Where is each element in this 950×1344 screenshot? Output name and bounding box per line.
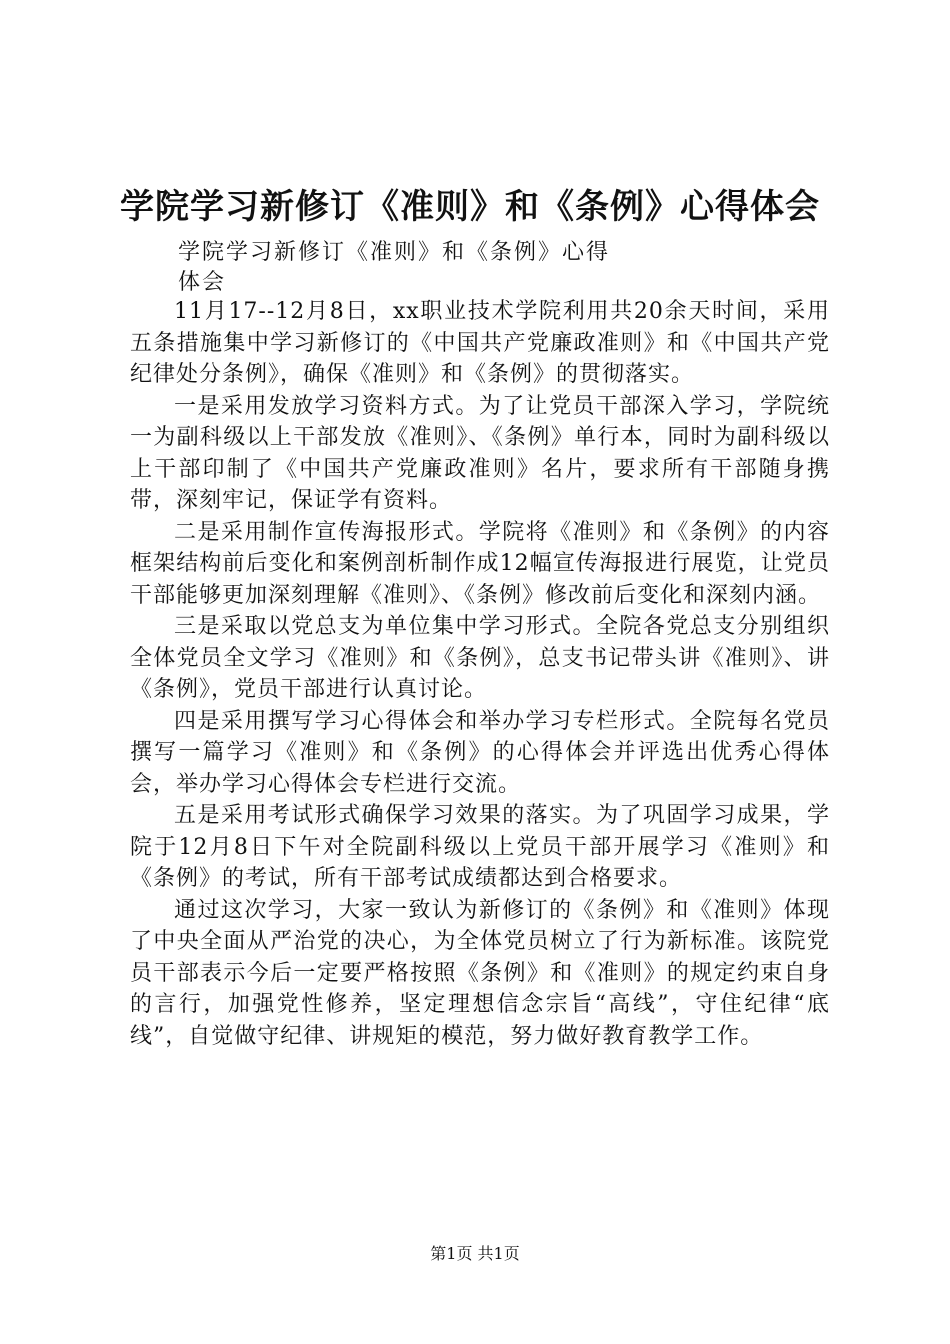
paragraph-measure-2: 二是采用制作宣传海报形式。学院将《准则》和《条例》的内容框架结构前后变化和案例剖析制作成12幅宣传海报进行展览，让党员干部能够更加深刻理解《准则》、《条例》修改前后变化和深刻内涵。	[130, 519, 830, 608]
document-subtitle: 学院学习新修订《准则》和《条例》心得体会	[178, 240, 611, 295]
paragraph-measure-5: 五是采用考试形式确保学习效果的落实。为了巩固学习成果，学院于12月8日下午对全院副科级以上党员干部开展学习《准则》和《条例》的考试，所有干部考试成绩都达到合格要求。	[130, 803, 830, 891]
paragraph-measure-1: 一是采用发放学习资料方式。为了让党员干部深入学习，学院统一为副科级以上干部发放《准则》、《条例》单行本，同时为副科级以上干部印制了《中国共产党廉政准则》名片，要求所有干部随身携带，深刻牢记，保证学有资料。	[130, 393, 830, 513]
paragraph-conclusion: 通过这次学习，大家一致认为新修订的《条例》和《准则》体现了中央全面从严治党的决心，为全体党员树立了行为新标准。该院党员干部表示今后一定要严格按照《条例》和《准则》的规定约束自身的言行，加强党性修养，坚定理想信念宗旨“高线”，守住纪律“底线”，自觉做守纪律、讲规矩的模范，努力做好教育教学工作。	[130, 897, 830, 1049]
document-title: 学院学习新修订《准则》和《条例》心得体会	[120, 187, 820, 227]
paragraph-measure-4: 四是采用撰写学习心得体会和举办学习专栏形式。全院每名党员撰写一篇学习《准则》和《条例》的心得体会并评选出优秀心得体会，举办学习心得体会专栏进行交流。	[130, 708, 830, 797]
paragraph-intro: 11月17--12月8日，xx职业技术学院利用共20余天时间，采用五条措施集中学习新修订的《中国共产党廉政准则》和《中国共产党纪律处分条例》，确保《准则》和《条例》的贯彻落实。	[130, 299, 830, 387]
page-footer: 第1页 共1页	[430, 1244, 520, 1263]
document-body	[130, 296, 830, 1052]
paragraph-measure-3: 三是采取以党总支为单位集中学习形式。全院各党总支分别组织全体党员全文学习《准则》和《条例》，总支书记带头讲《准则》、讲《条例》，党员干部进行认真讨论。	[130, 614, 830, 702]
